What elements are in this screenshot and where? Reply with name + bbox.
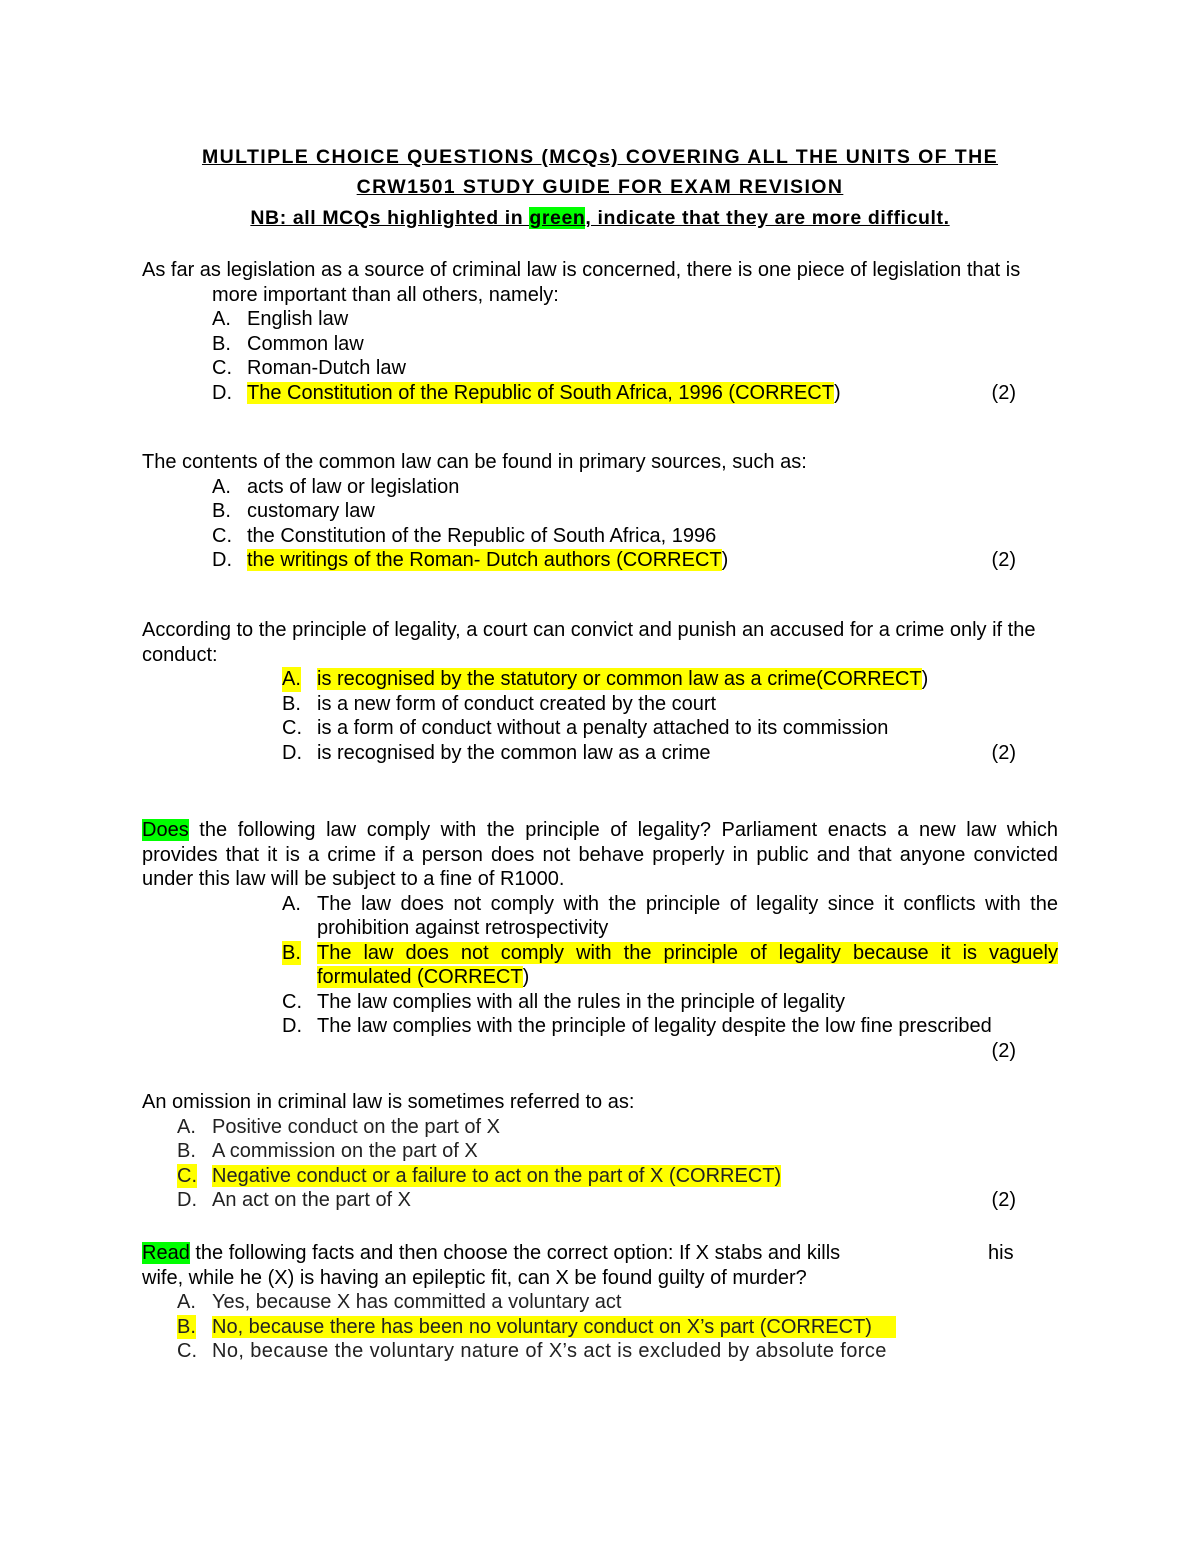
q4-option-a [282,892,1058,941]
q3-option-b [282,692,1058,717]
question-4-stem-text: the following law comply with the principle of legality? Parliament enacts a new law which provides that it is a crime if a person does not behave properly in public and that anyone convicted under this law will be subject to a fine of R1000. [142,819,1058,890]
option-letter: A. [282,892,301,915]
q3-option-d [282,741,1058,766]
q2-option-c [212,524,1058,549]
nb-note-post: , indicate that they are more difficult. [585,207,950,229]
question-4-options [282,892,1058,1062]
q5-option-b [177,1139,1058,1164]
option-letter: D. [282,1015,302,1037]
q6-option-a [177,1290,1058,1315]
option-text-correct: is recognised by the statutory or common law as a crime(CORRECT [317,668,922,690]
option-text: acts of law or legislation [247,475,460,498]
question-5-stem: An omission in criminal law is sometimes referred to as: [142,1091,635,1113]
q3-option-a-correct [282,667,1058,692]
question-3-stem: According to the principle of legality, a court can convict and punish an accused for a crime only if the conduct: [142,619,1036,666]
difficult-marker: Read [142,1242,190,1264]
option-letter: B. [212,332,231,355]
option-letter: B. [282,941,301,964]
question-2-options [212,475,1058,573]
q4-option-d [282,1014,1058,1062]
option-text: Roman-Dutch law [247,357,406,379]
option-letter: B. [177,1140,196,1162]
option-text: No, because the voluntary nature of X’s act is excluded by absolute force [212,1340,887,1362]
option-close-paren: ) [833,381,841,404]
q1-option-c [212,356,1058,381]
option-letter: C. [212,524,232,547]
option-text: is a new form of conduct created by the court [317,692,717,715]
q1-option-d-correct [212,381,1058,406]
q4-option-c [282,990,1058,1015]
q6-option-b-correct [177,1315,1058,1340]
option-letter: A. [212,475,231,498]
difficult-marker: Does [142,819,189,841]
question-6-stem [142,1241,1058,1290]
title-line-2: CRW1501 STUDY GUIDE FOR EXAM REVISION [356,176,844,198]
q6-option-c [177,1339,1058,1364]
nb-note-green-word: green [529,207,586,229]
q2-option-b [212,499,1058,524]
question-6 [142,1241,1058,1364]
q2-option-d-correct [212,548,1058,573]
option-text: Yes, because X has committed a voluntary act [212,1291,622,1313]
option-letter: C. [282,717,302,739]
question-6-stem-text-2: wife, while he (X) is having an epileptic fit, can X be found guilty of murder? [142,1266,807,1289]
question-6-stem-his: his [988,1242,1014,1264]
q3-option-c [282,716,1058,741]
option-text-correct: The law does not comply with the principle of legality because it is vaguely formulated (CORRECT [317,941,1058,988]
title-line-1: MULTIPLE CHOICE QUESTIONS (MCQs) COVERING ALL THE UNITS OF THE [201,146,999,168]
option-letter: C. [177,1164,197,1187]
nb-note-pre: NB: all MCQs highlighted in [250,207,530,229]
q2-option-a [212,475,1058,500]
option-letter: A. [282,668,301,690]
q1-option-b [212,332,1058,357]
option-text: the Constitution of the Republic of South Africa, 1996 [247,524,717,547]
option-text: English law [247,308,349,330]
q5-option-c-correct [177,1164,1058,1189]
question-2-stem: The contents of the common law can be found in primary sources, such as: [142,451,807,473]
q4-option-b-correct [282,941,1058,990]
nb-note [0,207,1200,230]
option-letter: B. [212,500,231,522]
option-text: The law complies with the principle of legality despite the low fine prescribed [317,1015,992,1037]
q5-option-a [177,1115,1058,1140]
option-text: Positive conduct on the part of X [212,1115,500,1138]
question-4-stem [142,818,1058,892]
option-letter: D. [212,549,232,571]
question-1-options [212,307,1058,405]
option-text: Common law [247,332,364,355]
question-6-stem-text-1: the following facts and then choose the correct option: If X stabs and kills [189,1242,841,1264]
question-2 [142,450,1058,573]
option-close-paren: ) [921,668,929,690]
question-4-marks: (2) [991,1039,1016,1062]
question-4 [142,818,1058,1062]
q5-option-d [177,1188,1058,1213]
option-letter: A. [177,1291,196,1313]
option-letter: B. [282,692,301,715]
option-letter: D. [177,1189,197,1211]
option-text-correct: the writings of the Roman- Dutch authors (CORRECT [247,549,722,571]
question-3-options [282,667,1058,765]
option-letter: C. [177,1340,197,1362]
option-letter: B. [177,1315,196,1338]
question-5-marks: (2) [991,1189,1016,1211]
option-text: is recognised by the common law as a crime [317,741,711,764]
question-5 [142,1090,1058,1213]
option-letter: A. [177,1115,196,1138]
q1-option-a [212,307,1058,332]
option-letter: C. [212,357,232,379]
question-1 [142,258,1058,405]
option-close-paren: ) [522,966,530,988]
option-letter: D. [212,381,232,404]
question-5-options [142,1115,1058,1213]
option-letter: D. [282,741,302,764]
option-letter: C. [282,990,302,1013]
option-text: The law complies with all the rules in the principle of legality [317,990,846,1013]
option-text: The law does not comply with the principle of legality since it conflicts with the prohibition against retrospectivity [317,892,1058,939]
question-3-marks: (2) [991,741,1016,764]
question-1-stem: As far as legislation as a source of criminal law is concerned, there is one piece of legislation that is more important than all others, namely: [142,259,1021,306]
option-text: A commission on the part of X [212,1140,478,1162]
option-text-correct: The Constitution of the Republic of South Africa, 1996 (CORRECT [247,381,834,404]
option-text: customary law [247,500,375,522]
question-3 [142,618,1058,765]
option-text-correct: No, because there has been no voluntary conduct on X’s part (CORRECT) [212,1316,896,1338]
question-2-marks: (2) [991,549,1016,571]
option-text: is a form of conduct without a penalty attached to its commission [317,717,889,739]
question-1-marks: (2) [991,381,1016,404]
option-text: An act on the part of X [212,1189,412,1211]
option-letter: A. [212,308,231,330]
question-6-options [142,1290,1058,1364]
option-close-paren: ) [721,549,729,571]
option-text-correct: Negative conduct or a failure to act on the part of X (CORRECT) [212,1164,782,1187]
